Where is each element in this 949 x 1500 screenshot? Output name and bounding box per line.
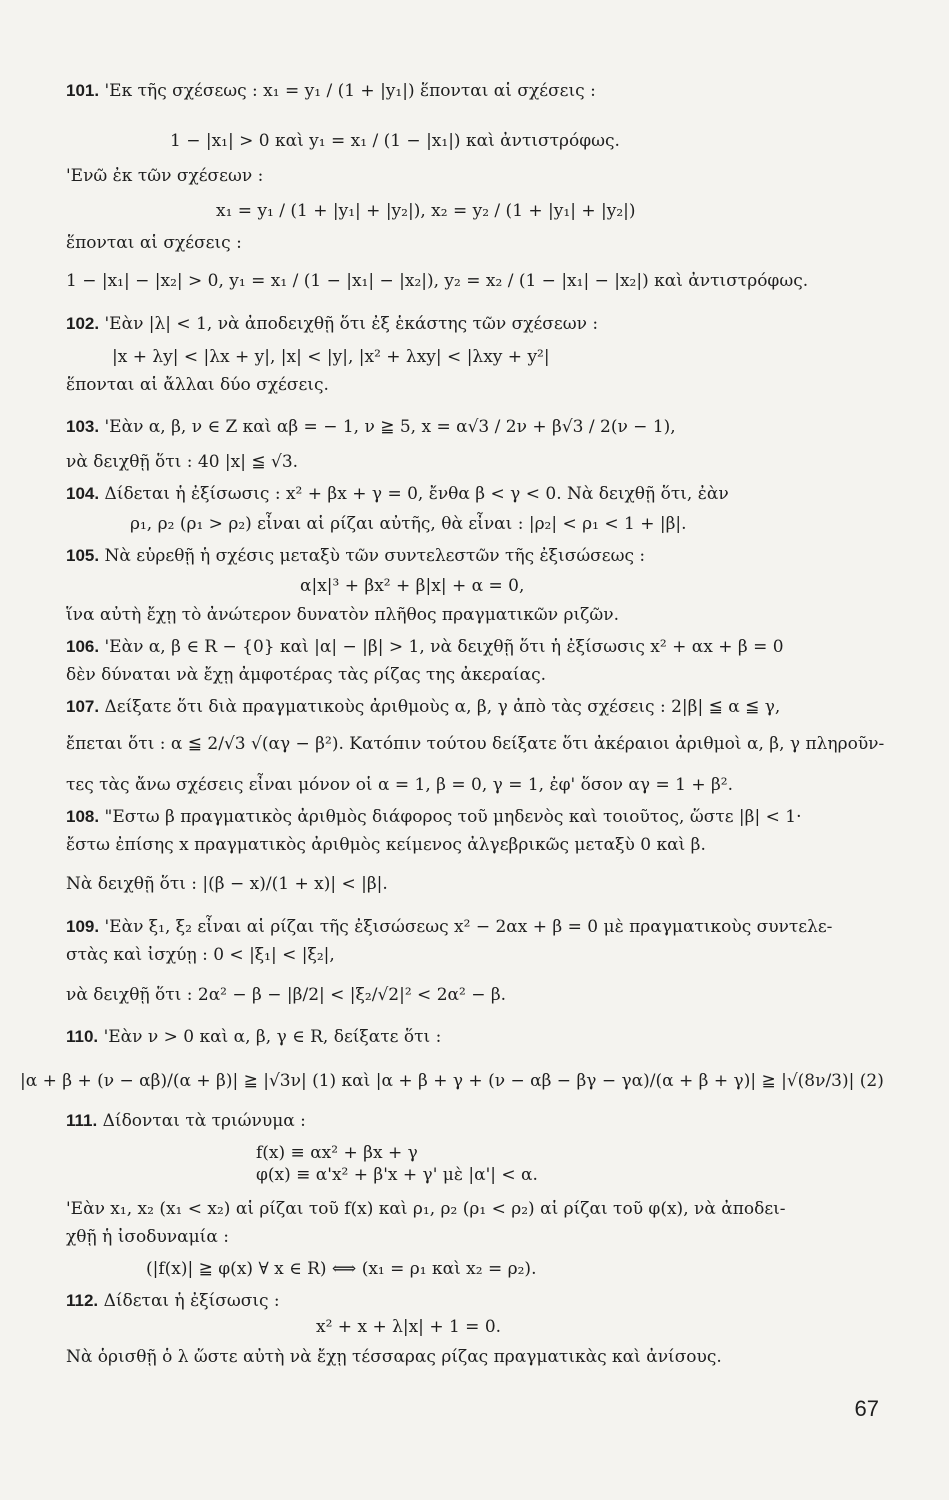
- text-line: [66, 733, 884, 755]
- line-text: στὰς καὶ ἰσχύῃ : 0 < |ξ₁| < |ξ₂|,: [66, 945, 335, 965]
- line-text: ἔπεται ὅτι : α ≦ 2/√3 √(αγ − β²). Κατόπιν τούτου δείξατε ὅτι ἀκέραιοι ἀριθμοὶ α, β, γ πληροῦν-: [66, 734, 885, 754]
- exercise-number: 103.: [66, 417, 100, 436]
- line-text: ἕπονται αἱ ἄλλαι δύο σχέσεις.: [66, 375, 329, 395]
- text-line: [66, 1226, 229, 1248]
- line-text: Νὰ δειχθῇ ὅτι : |(β − x)/(1 + x)| < |β|.: [66, 874, 388, 894]
- line-text: x² + x + λ|x| + 1 = 0.: [316, 1317, 502, 1337]
- text-line: [66, 664, 546, 686]
- line-text: τες τὰς ἄνω σχέσεις εἶναι μόνον οἱ α = 1, β = 0, γ = 1, ἐφ' ὅσον αγ = 1 + β².: [66, 775, 734, 795]
- line-text: 'Εὰν α, β ∈ R − {0} καὶ |α| − |β| > 1, νὰ δειχθῇ ὅτι ἡ ἐξίσωσις x² + αx + β = 0: [104, 637, 784, 657]
- text-line: [112, 346, 550, 368]
- text-line: [66, 604, 619, 626]
- exercise-number: 102.: [66, 314, 100, 333]
- line-text: Δίδεται ἡ ἐξίσωσις : x² + βx + γ = 0, ἔνθα β < γ < 0. Νὰ δειχθῇ ὅτι, ἐὰν: [104, 484, 729, 504]
- line-text: Δίδεται ἡ ἐξίσωσις :: [103, 1291, 280, 1311]
- text-line: [316, 1316, 501, 1338]
- line-text: |x + λy| < |λx + y|, |x| < |y|, |x² + λxy| < |λxy + y²|: [112, 347, 550, 367]
- exercise-number: 109.: [66, 917, 100, 936]
- line-text: Δίδονται τὰ τριώνυμα :: [102, 1111, 306, 1131]
- text-line: [66, 545, 645, 567]
- text-line: [66, 270, 808, 292]
- text-line: [66, 374, 329, 396]
- line-text: χθῇ ἡ ἰσοδυναμία :: [66, 1227, 229, 1247]
- line-text: ρ₁, ρ₂ (ρ₁ > ρ₂) εἶναι αἱ ρίζαι αὐτῆς, θὰ εἶναι : |ρ₂| < ρ₁ < 1 + |β|.: [130, 514, 687, 534]
- text-line: [66, 944, 335, 966]
- text-line: [66, 313, 598, 335]
- line-text: |α + β + (ν − αβ)/(α + β)| ≧ |√3ν| (1) καὶ |α + β + γ + (ν − αβ − βγ − γα)/(α + β + γ)| ≧ |√(8ν/3)| (2): [20, 1071, 884, 1091]
- line-text: 'Εκ τῆς σχέσεως : x₁ = y₁ / (1 + |y₁|) ἕπονται αἱ σχέσεις :: [104, 81, 596, 101]
- exercise-number: 104.: [66, 484, 100, 503]
- line-text: 'Ενῶ ἐκ τῶν σχέσεων :: [66, 166, 264, 186]
- line-text: f(x) ≡ αx² + βx + γ: [256, 1143, 418, 1163]
- exercise-number: 106.: [66, 637, 100, 656]
- exercise-number: 107.: [66, 697, 100, 716]
- text-line: [66, 451, 298, 473]
- exercise-number: 105.: [66, 546, 100, 565]
- text-line: [66, 1290, 280, 1312]
- text-line: [66, 696, 780, 718]
- line-text: α|x|³ + βx² + β|x| + α = 0,: [300, 576, 525, 596]
- line-text: 1 − |x₁| > 0 καὶ y₁ = x₁ / (1 − |x₁|) καὶ ἀντιστρόφως.: [170, 131, 620, 151]
- text-line: [66, 916, 832, 938]
- line-text: Νὰ εὑρεθῇ ἡ σχέσις μεταξὺ τῶν συντελεστῶν τῆς ἐξισώσεως :: [104, 546, 646, 566]
- line-text: δὲν δύναται νὰ ἔχῃ ἀμφοτέρας τὰς ρίζας της ἀκεραίας.: [66, 665, 547, 685]
- line-text: x₁ = y₁ / (1 + |y₁| + |y₂|), x₂ = y₂ / (1 + |y₁| + |y₂|): [216, 201, 636, 221]
- text-line: [66, 80, 596, 102]
- line-text: 'Εὰν ξ₁, ξ₂ εἶναι αἱ ρίζαι τῆς ἐξισώσεως x² − 2αx + β = 0 μὲ πραγματικοὺς συντελε-: [104, 917, 833, 937]
- exercise-number: 111.: [66, 1111, 98, 1130]
- text-line: [256, 1164, 538, 1186]
- line-text: "Εστω β πραγματικὸς ἀριθμὸς διάφορος τοῦ μηδενὸς καὶ τοιοῦτος, ὥστε |β| < 1·: [104, 807, 802, 827]
- text-line: [20, 1070, 884, 1092]
- text-line: [300, 575, 524, 597]
- line-text: ἔστω ἐπίσης x πραγματικὸς ἀριθμὸς κείμενος ἀλγεβρικῶς μεταξὺ 0 καὶ β.: [66, 835, 706, 855]
- exercise-number: 108.: [66, 807, 100, 826]
- text-line: [66, 636, 784, 658]
- text-line: [66, 834, 706, 856]
- text-line: [66, 1346, 722, 1368]
- line-text: 'Εὰν |λ| < 1, νὰ ἀποδειχθῇ ὅτι ἐξ ἑκάστης τῶν σχέσεων :: [104, 314, 599, 334]
- exercise-number: 101.: [66, 81, 100, 100]
- line-text: 'Εὰν α, β, ν ∈ Z καὶ αβ = − 1, ν ≧ 5, x = α√3 / 2ν + β√3 / 2(ν − 1),: [104, 417, 676, 437]
- line-text: 1 − |x₁| − |x₂| > 0, y₁ = x₁ / (1 − |x₁| − |x₂|), y₂ = x₂ / (1 − |x₁| − |x₂|) καὶ ἀντιστρόφως.: [66, 271, 809, 291]
- text-line: [66, 1026, 441, 1048]
- text-line: [256, 1142, 418, 1164]
- text-line: [66, 873, 388, 895]
- text-line: [66, 774, 733, 796]
- line-text: Νὰ ὁρισθῇ ὁ λ ὥστε αὐτὴ νὰ ἔχῃ τέσσαρας ρίζας πραγματικὰς καὶ ἀνίσους.: [66, 1347, 722, 1367]
- line-text: 'Εὰν x₁, x₂ (x₁ < x₂) αἱ ρίζαι τοῦ f(x) καὶ ρ₁, ρ₂ (ρ₁ < ρ₂) αἱ ρίζαι τοῦ φ(x), νὰ ἀποδει-: [66, 1199, 786, 1219]
- line-text: 'Εὰν ν > 0 καὶ α, β, γ ∈ R, δείξατε ὅτι :: [103, 1027, 442, 1047]
- text-line: [66, 1198, 786, 1220]
- text-line: [146, 1258, 536, 1280]
- text-line: [170, 130, 620, 152]
- page-number: 67: [854, 1396, 879, 1421]
- text-line: [66, 165, 263, 187]
- text-line: [66, 416, 676, 438]
- text-line: [66, 806, 801, 828]
- line-text: ἕπονται αἱ σχέσεις :: [66, 233, 242, 253]
- exercise-number: 112.: [66, 1291, 99, 1310]
- text-line: [66, 483, 729, 505]
- line-text: Δείξατε ὅτι διὰ πραγματικοὺς ἀριθμοὺς α, β, γ ἀπὸ τὰς σχέσεις : 2|β| ≦ α ≦ γ,: [104, 697, 781, 717]
- text-line: [66, 232, 242, 254]
- text-line: [66, 984, 506, 1006]
- line-text: φ(x) ≡ α'x² + β'x + γ' μὲ |α'| < α.: [256, 1165, 538, 1185]
- text-line: [66, 1110, 306, 1132]
- text-line: [130, 513, 687, 535]
- line-text: ἵνα αὐτὴ ἔχῃ τὸ ἀνώτερον δυνατὸν πλῆθος πραγματικῶν ριζῶν.: [66, 605, 619, 625]
- exercise-number: 110.: [66, 1027, 99, 1046]
- line-text: (|f(x)| ≧ φ(x) ∀ x ∈ R) ⟺ (x₁ = ρ₁ καὶ x₂ = ρ₂).: [146, 1259, 537, 1279]
- text-line: [216, 200, 636, 222]
- line-text: νὰ δειχθῇ ὅτι : 2α² − β − |β/2| < |ξ₂/√2|² < 2α² − β.: [66, 985, 507, 1005]
- line-text: νὰ δειχθῇ ὅτι : 40 |x| ≦ √3.: [66, 452, 299, 472]
